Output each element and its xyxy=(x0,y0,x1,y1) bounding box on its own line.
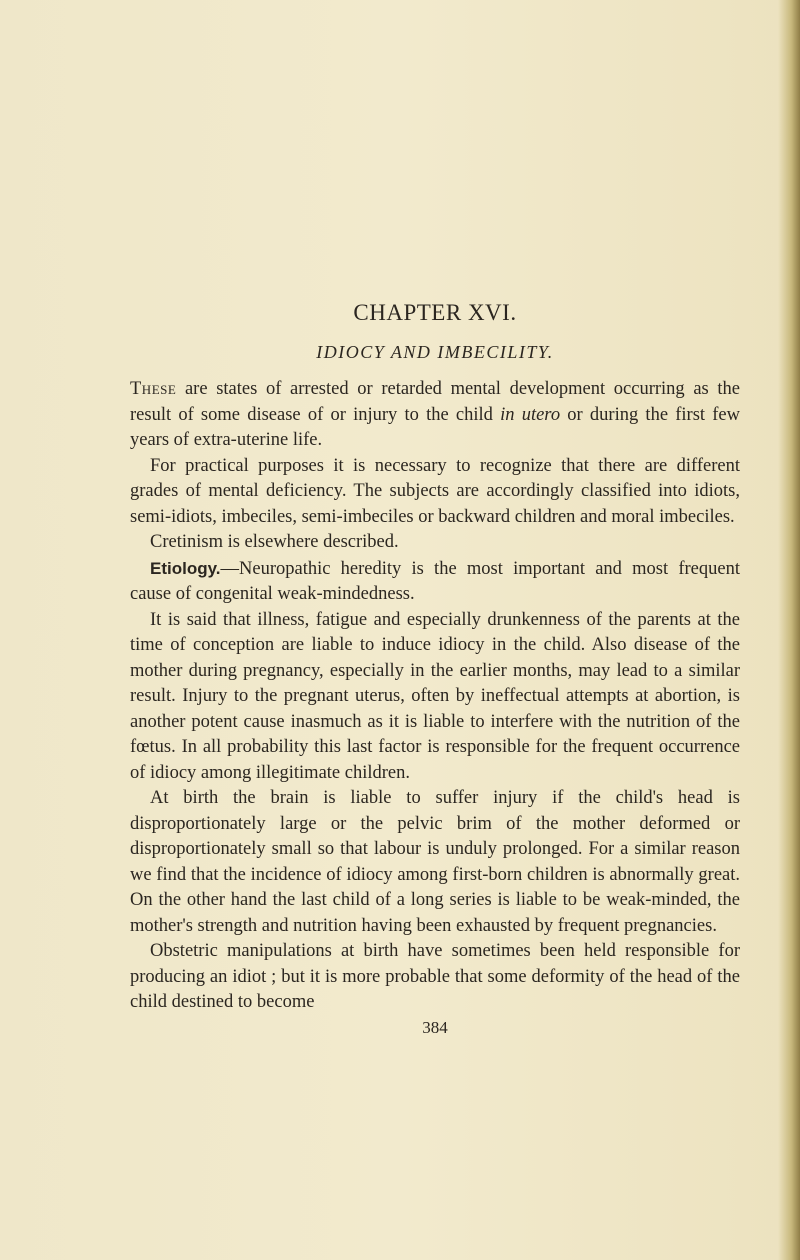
section-title: IDIOCY AND IMBECILITY. xyxy=(316,342,554,362)
paragraph-3: Cretinism is elsewhere described. xyxy=(150,532,399,552)
text-block xyxy=(130,300,740,1038)
paragraph-1-lead: These xyxy=(130,379,177,399)
paragraph-7: Obstetric manipulations at birth have sometimes been held responsible for producing an idiot ; but it is more probable that some deformity of the head of the child destined to become xyxy=(130,941,740,1012)
page-edge-shadow xyxy=(778,0,800,1260)
page-number: 384 xyxy=(422,1017,448,1037)
paragraph-5: It is said that illness, fatigue and especially drunkenness of the parents at the time of conception are liable to induce idiocy in the child. Also disease of the mother during pregnancy, especially in the earlier months, may lead to a similar result. Injury to the pregnant uterus, often by ineffectual attempts at abortion, is another potent cause inasmuch as it is liable to interfere with the nutrition of the fœtus. In all probability this last factor is responsible for the frequent occurrence of idiocy among illegitimate children. xyxy=(130,609,740,783)
chapter-title: CHAPTER XVI. xyxy=(353,300,517,325)
paragraph-6: At birth the brain is liable to suffer injury if the child's head is disproportionately large or the pelvic brim of the mother deformed or disproportionately small so that labour is unduly prolonged. For a similar reason we find that the incidence of idiocy among first-born children is abnormally great. On the other hand the last child of a long series is liable to be weak-minded, the mother's strength and nutrition having been exhausted by frequent pregnancies. xyxy=(130,788,740,936)
paragraph-1-tail: or during the first few years of extra-uterine life. xyxy=(130,404,740,450)
paragraph-4-text: —Neuropathic heredity is the most important and most frequent cause of congenital weak-mindedness. xyxy=(130,558,740,604)
paragraph-1-text: are states of arrested or retarded mental development occurring as the result of some disease of or injury to the child xyxy=(130,379,740,425)
etiology-heading: Etiology. xyxy=(150,558,221,578)
paragraph-1-italic: in utero xyxy=(500,404,561,425)
paragraph-4 xyxy=(130,556,740,608)
paragraph-2: For practical purposes it is necessary to recognize that there are different grades of mental deficiency. The subjects are accordingly classified into idiots, semi-idiots, imbeciles, semi-imbeciles or backward children and moral imbeciles. xyxy=(130,455,740,527)
paragraph-1 xyxy=(130,377,740,454)
